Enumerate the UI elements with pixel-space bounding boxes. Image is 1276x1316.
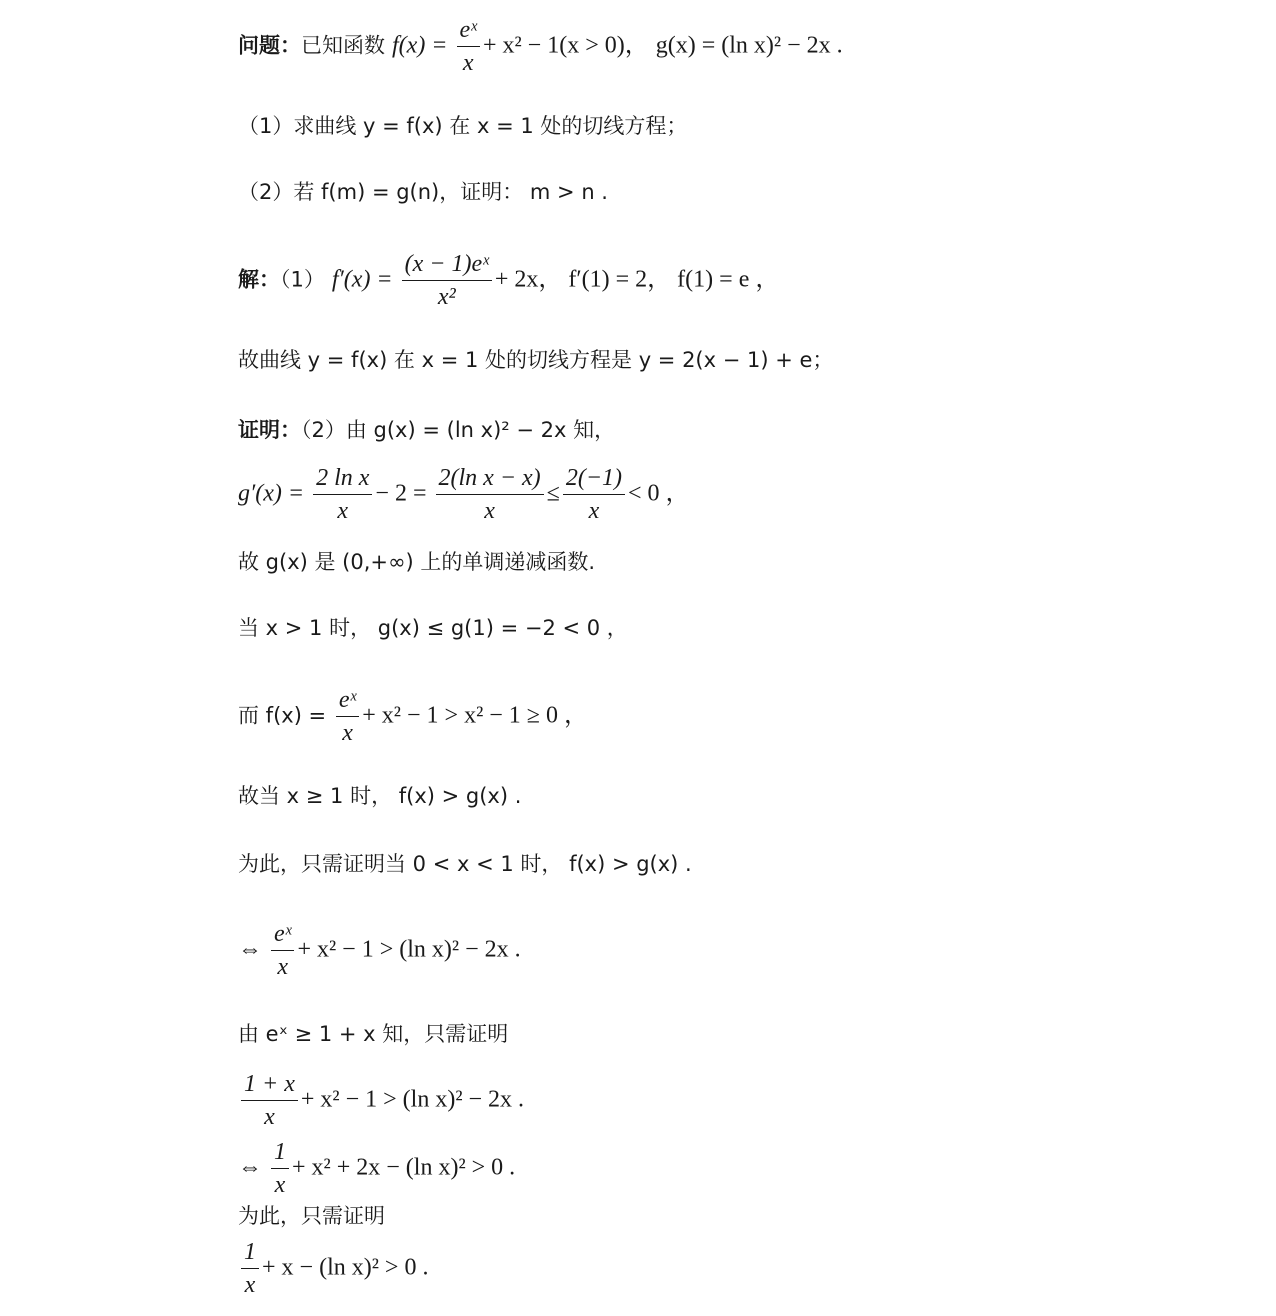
equiv4-denominator: x [244, 1272, 256, 1298]
problem-label: 问题： [238, 33, 301, 58]
when-text: 当 x > 1 时， g(x) ≤ g(1) = −2 < 0 ， [238, 616, 628, 640]
er-prefix: 而 f(x) = [238, 703, 333, 728]
part1-question [238, 116, 687, 138]
er-fraction [336, 688, 359, 745]
need-text: 为此，只需证明当 0 < x < 1 时， f(x) > g(x) . [238, 852, 692, 876]
gprime-den-2: x [484, 498, 495, 524]
f-def-lhs: f(x) = [392, 32, 454, 59]
proof-intro-line [238, 420, 615, 442]
gprime-num-1: 2 ln x [313, 466, 372, 495]
need2-text: 为此，只需证明 [238, 1204, 385, 1228]
equiv1-fraction [271, 922, 294, 979]
er-line [238, 688, 588, 745]
equiv3-numerator: 1 [271, 1140, 289, 1169]
conclusion-text: 故当 x ≥ 1 时， f(x) > g(x) . [238, 784, 522, 808]
tangent-text: 故曲线 y = f(x) 在 x = 1 处的切线方程是 y = 2(x − 1) + e； [238, 348, 834, 372]
equiv2-numerator: 1 + x [241, 1072, 298, 1101]
equiv4-fraction [241, 1240, 259, 1297]
f-def-rest: + x² − 1(x > 0)， [482, 32, 649, 59]
fprime-numerator: (x − 1)eˣ [402, 252, 492, 281]
mono-line [238, 552, 595, 574]
gprime-fraction-2 [436, 466, 544, 523]
gprime-line [238, 466, 690, 523]
equiv1-arrow: ⇔ [238, 936, 262, 963]
gprime-den-1: x [337, 498, 349, 524]
conclusion-line [238, 786, 521, 808]
equiv2-fraction [241, 1072, 298, 1129]
gprime-num-3: 2(−1) [563, 466, 625, 495]
gprime-le: ≤ [546, 480, 560, 507]
equiv1-denominator: x [277, 954, 289, 980]
fprime-lhs: f′(x) = [331, 266, 399, 293]
f-def-fraction [457, 18, 480, 75]
equiv4-numerator: 1 [241, 1240, 259, 1269]
fprime-rest: + 2x， f′(1) = 2， f(1) = e ， [494, 266, 780, 293]
equiv1-rest: + x² − 1 > (ln x)² − 2x . [297, 936, 521, 963]
problem-line [238, 18, 843, 75]
er-numerator: eˣ [336, 688, 359, 717]
part2-question [238, 182, 608, 204]
by-ineq-text: 由 eˣ ≥ 1 + x 知，只需证明 [238, 1022, 509, 1046]
equiv3-rest: + x² + 2x − (ln x)² > 0 . [292, 1154, 516, 1181]
when-line [238, 618, 628, 640]
equiv2-rest: + x² − 1 > (ln x)² − 2x . [300, 1086, 525, 1113]
fprime-denominator: x² [437, 284, 456, 310]
equiv3-fraction [271, 1140, 289, 1197]
equiv2-line [238, 1072, 524, 1129]
solution-label: 解： [238, 267, 280, 292]
proof-intro: （2）由 g(x) = (ln x)² − 2x 知， [301, 418, 616, 442]
gprime-num-2: 2(ln x − x) [436, 466, 544, 495]
f-def-denominator: x [462, 50, 474, 76]
equiv4-line [238, 1240, 428, 1297]
mono-text: 故 g(x) 是 (0,+∞) 上的单调递减函数. [238, 550, 596, 574]
tangent-line [238, 350, 833, 372]
gprime-fraction-3 [563, 466, 625, 523]
equiv2-denominator: x [264, 1104, 275, 1130]
gprime-den-3: x [588, 498, 600, 524]
equiv3-line [238, 1140, 515, 1197]
fprime-fraction [402, 252, 492, 309]
gprime-fraction-1 [313, 466, 372, 523]
gprime-mid: − 2 = [375, 480, 433, 507]
need2-line [238, 1206, 385, 1228]
gprime-lhs: g′(x) = [238, 480, 311, 507]
proof-label: 证明： [238, 418, 301, 442]
er-denominator: x [342, 720, 353, 746]
part1-marker: （1） [280, 267, 325, 292]
equiv3-denominator: x [274, 1172, 286, 1198]
solution-line [238, 252, 779, 309]
equiv3-arrow: ⇔ [238, 1154, 262, 1181]
g-def: g(x) = (ln x)² − 2x . [655, 32, 843, 59]
equiv1-numerator: eˣ [271, 922, 294, 951]
f-def-numerator: eˣ [457, 18, 480, 47]
equiv1-line [238, 922, 521, 979]
gprime-end: < 0 ， [628, 480, 690, 507]
by-ineq-line [238, 1024, 508, 1046]
er-rest: + x² − 1 > x² − 1 ≥ 0 ， [362, 702, 588, 729]
part2-text: （2）若 f(m) = g(n)，证明： m > n . [238, 180, 608, 204]
equiv4-rest: + x − (ln x)² > 0 . [262, 1254, 429, 1281]
part1-text: （1）求曲线 y = f(x) 在 x = 1 处的切线方程； [238, 114, 688, 138]
need-line [238, 854, 692, 876]
problem-intro: 已知函数 [301, 33, 385, 58]
